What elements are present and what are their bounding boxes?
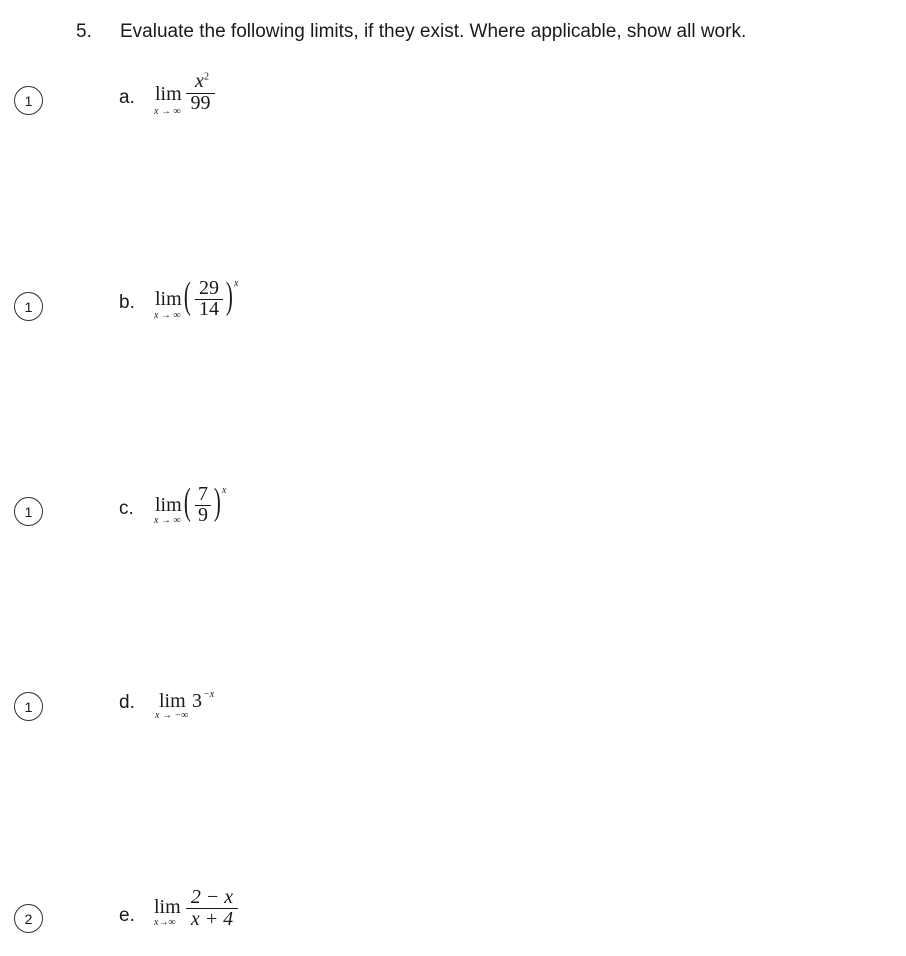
lim-subscript-e: x→∞: [154, 917, 176, 928]
points-badge-a: 1: [14, 86, 43, 115]
numerator-exponent-a: 2: [203, 71, 209, 83]
left-paren-b: (: [183, 275, 191, 317]
points-badge-d: 1: [14, 692, 43, 721]
points-badge-b: 1: [14, 292, 43, 321]
points-badge-c: 1: [14, 497, 43, 526]
denominator-b: 14: [199, 298, 219, 320]
numerator-e: 2 − x: [190, 886, 234, 908]
lim-text-e: lim: [154, 896, 181, 918]
denominator-e: x + 4: [190, 908, 234, 930]
lim-text-b: lim: [155, 288, 182, 310]
numerator-variable-a: x: [195, 70, 204, 92]
question-number: 5.: [76, 21, 92, 42]
left-paren-c: (: [183, 481, 191, 523]
denominator-c: 9: [198, 504, 208, 526]
lim-subscript-c: x → ∞: [154, 515, 181, 526]
base-d: 3: [192, 690, 202, 712]
part-label-c: c.: [119, 498, 134, 519]
right-paren-b: ): [225, 275, 233, 317]
lim-subscript-b: x → ∞: [154, 310, 181, 321]
denominator-a: 99: [190, 92, 211, 114]
lim-text-c: lim: [155, 494, 182, 516]
exponent-b: x: [234, 278, 239, 289]
question-prompt: Evaluate the following limits, if they exist. Where applicable, show all work.: [120, 21, 747, 42]
part-label-a: a.: [119, 87, 135, 108]
numerator-c: 7: [198, 483, 208, 505]
part-label-b: b.: [119, 292, 135, 313]
lim-text-d: lim: [159, 690, 186, 712]
lim-subscript-d: x → −∞: [155, 710, 189, 721]
right-paren-c: ): [213, 481, 221, 523]
numerator-b: 29: [199, 277, 219, 299]
part-label-e: e.: [119, 905, 135, 926]
points-badge-e: 2: [14, 904, 43, 933]
lim-subscript-a: x → ∞: [154, 106, 181, 117]
exponent-d: −x: [203, 689, 215, 700]
exponent-c: x: [222, 485, 227, 496]
numerator-a: [191, 70, 213, 93]
lim-text-a: lim: [155, 83, 182, 105]
part-label-d: d.: [119, 692, 135, 713]
